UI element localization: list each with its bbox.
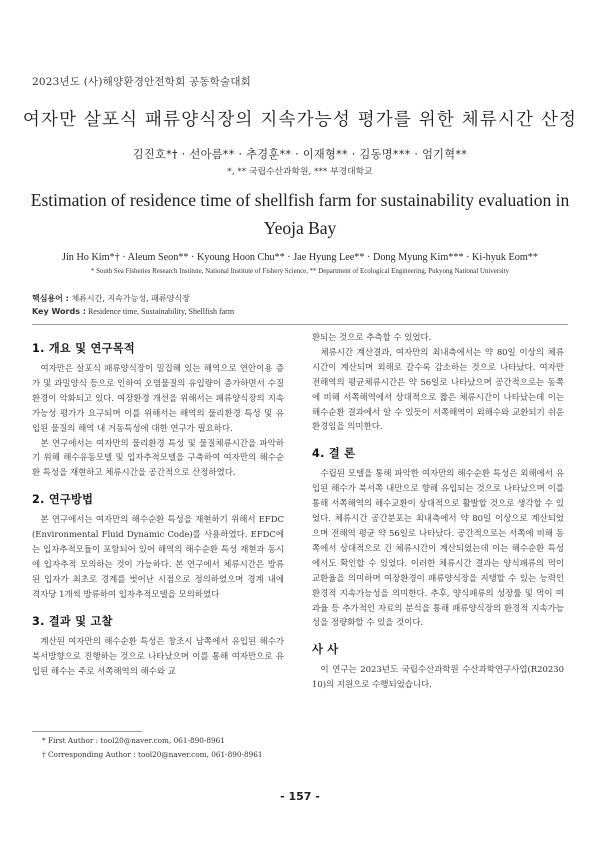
intro-paragraph-1: 여자만은 살포식 패류양식장이 밀집해 있는 해역으로 연안이용 증가 및 과밀양식 등으로 인하여 오염물질의 유입량이 증가하면서 수질환경이 악화되고 있다. 여장환경 개선을 위해서는 패류양식장의 지속가능성 평가가 요구되며 이를 위해서는 해역의 물리환경 특성 및 유입된 물질의 해역 내 거동특성에 대한 연구가 필요하다. (32, 363, 284, 433)
keywords-korean-text: 체류시간, 지속가능성, 패류양식장 (71, 294, 190, 303)
keywords-divider (32, 324, 568, 325)
english-affiliations: * South Sea Fisheries Research Institute, National Institute of Fishery Science, ** Department of Ecological Engineering, Pukyong National University (90, 268, 510, 275)
korean-title: 여자만 살포식 패류양식장의 지속가능성 평가를 위한 체류시간 산정 (22, 110, 578, 130)
english-title: Estimation of residence time of shellfish farm for sustainability evaluation in Yeoja Bay (30, 190, 570, 238)
keywords-english (32, 307, 234, 316)
section-result-heading: 3. 결과 및 고찰 (32, 614, 113, 628)
section-method-heading: 2. 연구방법 (32, 493, 94, 507)
page-number: - 157 - (280, 790, 320, 803)
result-paragraph-2: 체류시간 계산결과, 여자만의 최내측에서는 약 80일 이상의 체류시간이 계산되며 외해로 갈수록 감소하는 것으로 나타났다. 여자만 전해역의 평균체류시간은 약 56일로 나타났으며 공간적으로는 동쪽에 비해 서쪽해역에서 상대적으로 짧은 체류시간이 나타났는데 이는 해수순환 결과에서 알 수 있듯이 서쪽해역이 외해수와 교환되기 쉬운 환경임을 의미한다. (312, 346, 564, 432)
keywords-english-label: Key Words : (32, 307, 86, 316)
keywords-english-text: Residence time, Sustainability, Shellfish farm (87, 307, 235, 316)
result-paragraph-1: 계산된 여자만의 해수순환 특성은 창조시 남쪽에서 유입된 해수가 북서방향으로 진행하는 것으로 나타났으며 이를 통해 여자만으로 유입된 해수는 주로 서쪽해역의 해수와 교 (32, 635, 284, 676)
conference-header: 2023년도 (사)해양환경안전학회 공동학술대회 (32, 76, 252, 88)
right-column (312, 330, 564, 692)
ack-paragraph-1: 이 연구는 2023년도 국립수산과학원 수산과학연구사업(R2023010)의 지원으로 수행되었습니다. (312, 664, 564, 690)
result-paragraph-1-continued: 환되는 것으로 추측할 수 있었다. (312, 332, 432, 342)
section-conclusion-heading: 4. 결 론 (312, 447, 356, 461)
footnote-first-author: * First Author : tool20@naver.com, 061-890-8961 (42, 736, 225, 745)
keywords-korean-label: 핵심용어 : (32, 294, 69, 303)
section-ack-heading: 사 사 (312, 643, 339, 657)
intro-paragraph-2: 본 연구에서는 여자만의 물리환경 특성 및 물질체류시간을 파악하기 위해 해수유동모델 및 입자추적모델을 구축하여 여자만의 해수순환 특성을 재현하고 체류시간을 공간적으로 산정하였다. (32, 437, 284, 478)
left-column (32, 340, 284, 678)
section-intro-heading: 1. 개요 및 연구목적 (32, 342, 135, 355)
method-paragraph-1: 본 연구에서는 여자만의 해수순환 특성을 재현하기 위해서 EFDC(Environmental Fluid Dynamic Code)를 사용하였다. EFDC에는 입자추적모듈이 포함되어 있어 해역의 해수순환 특성 재현과 동시에 입자추적 모의하는 것이 가능하다. 본 연구에서 체류시간은 방류된 입자가 최초로 경계를 벗어난 시점으로 정의하였으며 경계 내에 격자당 1개씩 방류하여 입자추적모델을 모의하였다 (32, 514, 284, 599)
conclusion-paragraph-1: 수립된 모델을 통해 파악한 여자만의 해수순환 특성은 외해에서 유입된 해수가 북서쪽 내만으로 향해 유입되는 것으로 나타났으며 이를 통해 서쪽해역의 해수교환이 상대적으로 활발할 것으로 생각할 수 있었다. 체류시간 공간분포는 최내측에서 약 80일 이상으로 계산되었으며 전해역 평균 약 56일로 나타났다. 공간적으로는 서쪽에 비해 동쪽에서 상대적으로 긴 체류시간이 계산되었는데 이는 해수순환 특성에서도 확인할 수 있었다. 이러한 체류시간 결과는 양식패류의 먹이교환율을 의미하며 여장환경이 패류양식장을 지탱할 수 있는 능력인 환경적 지속가능성을 의미한다. 추후, 양식패류의 성장률 및 먹이 여과율 등 추가적인 자료의 분석을 통해 패류양식장의 환경적 지속가능성을 정량화할 수 있을 것이다. (312, 468, 564, 628)
keywords-korean (32, 293, 190, 304)
english-authors: Jin Ho Kim*† · Aleum Seon** · Kyoung Hoon Chu** · Jae Hyung Lee** · Dong Myung Kim*** · Ki-hyuk Eom** (62, 252, 538, 263)
korean-affiliations: *, ** 국립수산과학원, *** 부경대학교 (227, 167, 373, 177)
footnote-corresponding-author: † Corresponding Author : tool20@naver.com, 061-890-8961 (42, 750, 263, 759)
footnote-divider (32, 731, 142, 732)
korean-authors: 김진호*† · 선아름** · 추경훈** · 이재형** · 김동명*** · 엄기혁** (132, 148, 468, 161)
